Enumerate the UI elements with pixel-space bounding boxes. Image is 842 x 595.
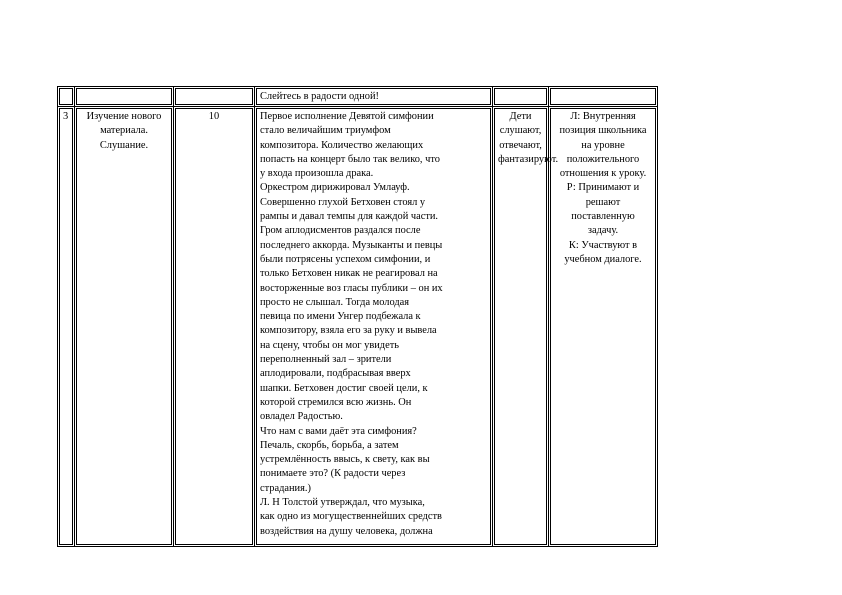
- teacher-text-line: Что нам с вами даёт эта симфония?: [260, 425, 417, 437]
- students-activity-cell: [493, 107, 559, 547]
- table-cell: [58, 87, 75, 107]
- table-cell: [549, 87, 658, 107]
- teacher-text-line: рампы и давал темпы для каждой части.: [260, 211, 439, 223]
- teacher-text-line: воздействия на душу человека, должна: [260, 525, 433, 537]
- students-line: отвечают,: [499, 139, 542, 151]
- teacher-text-line: композитора. Количество желающих: [260, 139, 424, 151]
- uud-line: Р: Принимают и: [566, 182, 640, 194]
- teacher-text-line: были потрясены успехом симфонии, и: [260, 253, 431, 265]
- lesson-plan-table: [57, 86, 658, 547]
- uud-cell: [549, 107, 658, 547]
- uud-line: решают: [585, 196, 621, 208]
- teacher-text-line: певица по имени Унгер подбежала к: [260, 311, 421, 323]
- uud-line: на уровне: [581, 139, 625, 151]
- uud-line: поставленную: [571, 211, 635, 223]
- table-row: [58, 87, 658, 107]
- teacher-text-line: Совершенно глухой Бетховен стоял у: [260, 196, 426, 208]
- teacher-activity-cell: [255, 107, 493, 547]
- teacher-text-line: переполненный зал – зрители: [260, 354, 392, 366]
- uud-line: позиция школьника: [559, 125, 647, 137]
- table-row: [58, 107, 658, 547]
- teacher-text-line: попасть на концерт было так велико, что: [260, 153, 440, 165]
- teacher-text-line: овладел Радостью.: [260, 411, 343, 423]
- teacher-text-line: Оркестром дирижировал Умлауф.: [260, 182, 410, 194]
- teacher-text-line: Гром аплодисментов раздался после: [260, 225, 421, 237]
- teacher-text-line: стало величайшим триумфом: [260, 125, 391, 137]
- teacher-text-line: страдания.): [260, 482, 311, 494]
- teacher-text-line: Первое исполнение Девятой симфонии: [260, 111, 434, 122]
- stage-line: материала.: [100, 125, 148, 137]
- teacher-text-line: устремлённость ввысь, к свету, как вы: [260, 454, 430, 466]
- uud-line: задачу.: [587, 225, 619, 237]
- minutes-value: 10: [175, 108, 253, 545]
- teacher-text-line: аплодировали, подбрасывая вверх: [260, 368, 411, 380]
- teacher-text-line: Печаль, скорбь, борьба, а затем: [260, 439, 399, 451]
- teacher-text-line: шапки. Бетховен достиг своей цели, к: [260, 382, 428, 394]
- teacher-text-line: на сцену, чтобы он мог увидеть: [260, 339, 399, 351]
- minutes-cell: [174, 107, 255, 547]
- teacher-text-line: понимаете это? (К радости через: [260, 468, 406, 480]
- number-cell: [58, 107, 75, 547]
- uud-line: положительного: [566, 153, 640, 165]
- teacher-text-line: просто не слышал. Тогда молодая: [260, 296, 410, 308]
- teacher-text-line: которой стремился всю жизнь. Он: [260, 396, 412, 408]
- teacher-text-line: последнего аккорда. Музыканты и певцы: [260, 239, 443, 251]
- uud-line: Л: Внутренняя: [570, 111, 636, 122]
- teacher-text-line: восторженные воз гласы публики – он их: [260, 282, 443, 294]
- students-line: Дети: [509, 111, 532, 122]
- uud-line: К: Участвуют в: [568, 239, 638, 251]
- row-number: 3: [59, 108, 73, 545]
- teacher-text-line: Л. Н Толстой утверждал, что музыка,: [260, 497, 425, 509]
- teacher-text-line: Слейтесь в радости одной!: [256, 88, 491, 105]
- teacher-text-line: композитору, взяла его за руку и вывела: [260, 325, 437, 337]
- students-line: фантазируют.: [498, 153, 559, 165]
- teacher-text-line: у входа произошла драка.: [260, 168, 374, 180]
- table-cell: [75, 87, 174, 107]
- stage-line: Изучение нового: [86, 111, 162, 122]
- stage-cell: [75, 107, 174, 547]
- teacher-text-line: только Бетховен никак не реагировал на: [260, 268, 438, 280]
- stage-line: Слушание.: [99, 139, 149, 151]
- uud-line: учебном диалоге.: [564, 253, 642, 265]
- uud-line: отношения к уроку.: [559, 168, 647, 180]
- table-cell: [255, 87, 493, 107]
- table-cell: [174, 87, 255, 107]
- teacher-text-line: как одно из могущественнейших средств: [260, 511, 442, 523]
- table-cell: [493, 87, 549, 107]
- students-line: слушают,: [499, 125, 542, 137]
